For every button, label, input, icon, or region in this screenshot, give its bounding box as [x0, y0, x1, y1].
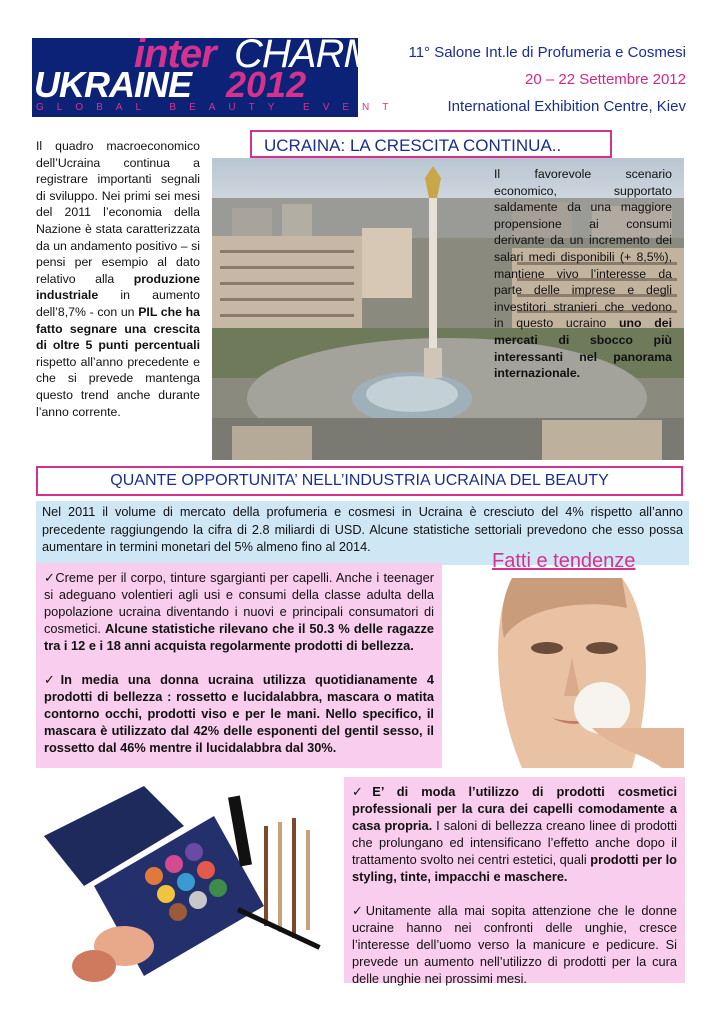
trends-box-1	[36, 563, 442, 768]
text-bold: produzione industriale	[36, 271, 200, 303]
text-bold: PIL che ha fatto segnare una crescita di oltre 5 punti percentuali	[36, 304, 200, 353]
intercharm-logo	[32, 32, 402, 117]
checkmark-icon: ✓	[352, 784, 373, 799]
text-bold: In media una donna ucraina utilizza quotidianamente 4 prodotti di bellezza : rossetto e lucidalabbra, mascara o matita contorno occhi, prodotti viso e per le mani. Nello specifico, il mascara è utilizzato dal 42% delle esponenti del gentil sesso, il rossetto dal 46% mentre il lucidalabbra dal 30%.	[44, 672, 434, 755]
text-span: Creme per il corpo, tinture sgargianti per capelli. Anche i teenager si adeguano volentieri agli usi e consumi della classe adulta della popolazione ucraina diventando i nuovi e principali consumatori di cosmetici.	[44, 570, 434, 636]
logo-tagline: GLOBAL BEAUTY EVENT	[36, 102, 402, 113]
checkmark-icon: ✓	[44, 570, 56, 585]
section-title-opportunita: QUANTE OPPORTUNITA’ NELL’INDUSTRIA UCRAINA DEL BEAUTY	[36, 466, 683, 496]
checkmark-icon: ✓	[352, 903, 366, 918]
logo-charm: CHARM	[234, 32, 376, 76]
text-bold: uno dei mercati di sbocco più interessanti nel panorama internazionale.	[494, 316, 673, 381]
text-bold: E’ di moda l’utilizzo di prodotti cosmetici professionali per la cura dei capelli comodamente a casa propria.	[352, 784, 677, 833]
logo-ukraine: UKRAINE	[34, 64, 192, 105]
market-volume-text: Nel 2011 il volume di mercato della profumeria e cosmesi in Ucraina è cresciuto del 4% rispetto all’anno precedente raggiungendo la cifra di 2.8 miliardi di USD. Alcune statistiche settoriali prevedono che esso possa aumentare in termini monetari del 5% almeno fino al 2014.	[36, 501, 689, 565]
economy-intro-text	[36, 138, 200, 420]
fatti-heading: Fatti e tendenze	[492, 550, 636, 572]
event-venue: International Exhibition Centre, Kiev	[447, 98, 686, 115]
text-span: I saloni di bellezza creano linee di prodotti che prolungano ed intensificano l’effetto anche dopo il trattamento svolto nei centri estetici, quali	[352, 818, 678, 867]
checkmark-icon: ✓	[44, 672, 61, 687]
section-title-crescita: UCRAINA: LA CRESCITA CONTINUA..	[250, 130, 612, 158]
text-span: rispetto all’anno precedente e che si prevede mantenga questo trend anche durante l’anno corrente.	[36, 354, 200, 419]
text-bold: prodotti per lo styling, tinte, impacchi e maschere.	[352, 852, 678, 884]
event-title: 11° Salone Int.le di Profumeria e Cosmesi	[408, 44, 686, 61]
makeup-kit-photo	[34, 776, 340, 1004]
woman-face-photo	[452, 578, 684, 768]
text-span: in aumento dell’8,7% - con un	[36, 288, 200, 319]
trends-box-2	[344, 777, 685, 986]
text-span: Il favorevole scenario economico, supportato saldamente da una maggiore propensione ai consumi derivante da un incremento dei salari medi disponibili (+ 8,5%), mantiene vivo l’interesse da parte delle imprese e degli investitori stranieri che vedono in questo ucraino	[494, 167, 672, 331]
event-dates: 20 – 22 Settembre 2012	[525, 71, 686, 88]
logo-inter: inter	[134, 32, 216, 76]
investors-text	[494, 166, 672, 382]
text-span: Unitamente alla mai sopita attenzione che le donne ucraine hanno nei confronti delle unghie, cresce l’interesse dell’uomo verso la manicure e pedicure. Si prevede un aumento nell’utilizzo di prodotti per la cura delle unghie nei prossimi mesi.	[352, 903, 677, 986]
text-span: Il quadro macroeconomico dell’Ucraina continua a registrare importanti segnali di sviluppo. Nei primi sei mesi del 2011 l’economia della Nazione è stata caratterizzata da un andamento positivo – si pensi per esempio al dato relativo alla	[36, 139, 200, 286]
logo-year: 2012	[226, 64, 307, 105]
text-bold: Alcune statistiche rilevano che il 50.3 % delle ragazze tra i 12 e i 18 anni acquista regolarmente prodotti di bellezza.	[44, 621, 434, 653]
